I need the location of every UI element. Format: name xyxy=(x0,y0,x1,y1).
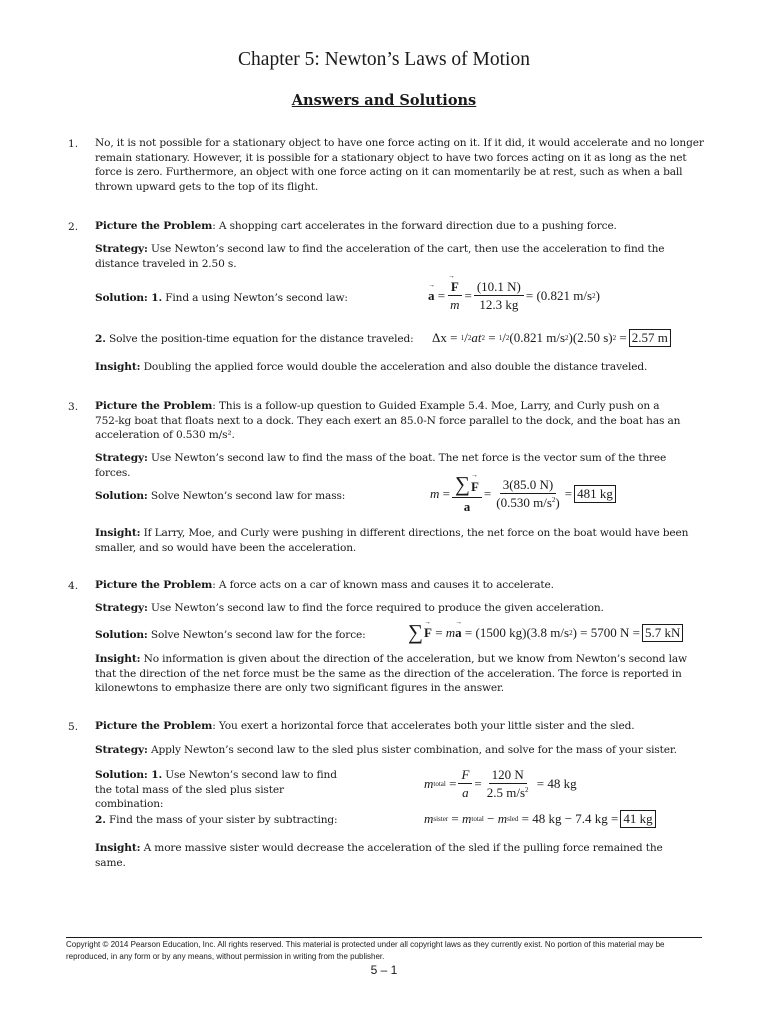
label: Insight: xyxy=(95,842,141,854)
item-number: 5. xyxy=(68,721,79,733)
item-number: 1. xyxy=(68,138,79,150)
text: Find the mass of your sister by subtracting: xyxy=(105,814,338,826)
answer-box: 2.57 m xyxy=(629,329,671,347)
q4-picture-problem xyxy=(95,578,695,593)
label: Solution: 1. xyxy=(95,769,162,781)
text: Solve Newton’s second law for mass: xyxy=(147,490,346,502)
q3-insight xyxy=(95,526,695,555)
page-title: Chapter 5: Newton’s Laws of Motion xyxy=(238,49,530,70)
q4-equation-force: ∑ F → = m a → = (1500 kg) (3.8 m/s 2 ) = 5700 N = 5.7 kN xyxy=(408,622,683,643)
text: Find a using Newton’s second law: xyxy=(162,292,348,304)
fraction: $\frac{\sum F \to}{a}$ → xyxy=(452,474,482,513)
fraction: $\frac{(10.1 N)}{12.3 kg}$ xyxy=(474,280,524,311)
label: Insight: xyxy=(95,361,141,373)
label: Picture the Problem xyxy=(95,720,213,732)
label: Strategy: xyxy=(95,452,148,464)
q2-picture-problem xyxy=(95,219,707,234)
footer-divider xyxy=(66,937,702,938)
item-number: 2. xyxy=(68,221,79,233)
label: Picture the Problem xyxy=(95,579,213,591)
text: Use Newton’s second law to find the total mass of the sled plus sister combination: xyxy=(95,769,337,811)
q4-solution xyxy=(95,628,395,643)
q3-equation-mass: m = $\frac{\sum F \to}{a}$ → = $\frac{3(85.0 N)}{(0.530 m/s^2)}$ = 481 kg xyxy=(430,474,616,513)
text: Use Newton’s second law to find the acceleration of the cart, then use the acceleration to find the distance traveled in 2.50 s. xyxy=(95,243,665,270)
text: A more massive sister would decrease the acceleration of the sled if the pulling force remained the same. xyxy=(95,842,663,869)
label: 2. xyxy=(95,333,106,345)
text: Solve Newton’s second law for the force: xyxy=(147,629,366,641)
vector-f: F → xyxy=(448,280,462,296)
answer-box: 481 kg xyxy=(574,485,616,503)
text: Solve the position-time equation for the distance traveled: xyxy=(105,333,414,345)
q3-picture-problem xyxy=(95,399,685,443)
q2-equation-distance: Δx = 1 / 2 at 2 = 1 / 2 (0.821 m/s 2 ) (2.50 s) 2 = 2.57 m xyxy=(432,329,671,347)
label: Insight: xyxy=(95,653,141,665)
fraction: $\frac{3(85.0 N)}{(0.530 m/s^2)}$ xyxy=(496,477,560,510)
label: Insight: xyxy=(95,527,141,539)
label: Picture the Problem xyxy=(95,220,213,232)
text: : You exert a horizontal force that accelerates both your little sister and the sled. xyxy=(212,720,635,732)
item-number: 3. xyxy=(68,401,79,413)
q5-solution-step1 xyxy=(95,768,355,812)
text: : A shopping cart accelerates in the forward direction due to a pushing force. xyxy=(212,220,617,232)
text: : A force acts on a car of known mass and causes it to accelerate. xyxy=(212,579,554,591)
q5-picture-problem xyxy=(95,719,695,734)
section-subtitle: Answers and Solutions xyxy=(291,92,477,109)
text: No information is given about the direction of the acceleration, but we know from Newton’s second law that the direction of the net force must be the same as the direction of the acceleration. The force is reported in kilonewtons to emphasize there are only two significant figures in the answer. xyxy=(95,653,687,695)
q2-solution-step2 xyxy=(95,332,415,347)
text: Use Newton’s second law to find the force required to produce the given acceleration. xyxy=(147,602,604,614)
label: Strategy: xyxy=(95,602,148,614)
q5-equation-total-mass: m total = $\frac{F}{a}$ = $\frac{120 N}{2.5 m/s^2}$ = 48 kg xyxy=(424,767,577,800)
label: Picture the Problem xyxy=(95,400,213,412)
label: Solution: 1. xyxy=(95,292,162,304)
q1-answer: No, it is not possible for a stationary object to have one force acting on it. If it did, it would accelerate and no longer remain stationary. However, it is possible for a stationary object to have two forces acting on it as long as the net force is zero. Furthermore, an object with one force acting on it can momentarily be at rest, such as when a ball thrown upward gets to the top of its flight. xyxy=(95,137,704,193)
q4-insight xyxy=(95,652,695,696)
text: Apply Newton’s second law to the sled plus sister combination, and solve for the mass of your sister. xyxy=(147,744,677,756)
q5-equation-sister-mass: m sister = m total − m sled = 48 kg − 7.4 kg = 41 kg xyxy=(424,810,656,828)
label: Strategy: xyxy=(95,744,148,756)
q5-strategy xyxy=(95,743,695,758)
label: Solution: xyxy=(95,490,148,502)
answer-box: 5.7 kN xyxy=(642,624,683,642)
item-number: 4. xyxy=(68,580,79,592)
fraction: $\frac{F \to}{m}$ xyxy=(447,280,462,311)
label: Solution: xyxy=(95,629,148,641)
text: If Larry, Moe, and Curly were pushing in different directions, the net force on the boat would have been smaller, and so would have been the acceleration. xyxy=(95,527,689,554)
fraction: $\frac{F}{a}$ xyxy=(458,768,472,799)
text: : This is a follow-up question to Guided Example 5.4. Moe, Larry, and Curly push on a 752-kg boat that floats next to a dock. They each exert an 85.0-N force parallel to the dock, and the boat has an acceleration of 0.530 m/s². xyxy=(95,400,681,442)
q3-solution xyxy=(95,489,395,504)
page-number: 5 – 1 xyxy=(370,963,398,977)
vector-a: a → xyxy=(428,288,435,304)
q2-solution-step1 xyxy=(95,291,395,306)
copyright-notice: Copyright © 2014 Pearson Education, Inc. All rights reserved. This material is protected under all copyright laws as they currently exist. No portion of this material may be reproduced, in any form or by any means, without permission in writing from the publisher. xyxy=(66,940,665,961)
q2-equation-acceleration: a → = $\frac{F \to}{m}$ = $\frac{(10.1 N)}{12.3 kg}$ = (0.821 m/s 2 ) xyxy=(428,280,600,311)
q2-strategy xyxy=(95,242,695,271)
q5-insight xyxy=(95,841,695,870)
label: 2. xyxy=(95,814,106,826)
text: Doubling the applied force would double the acceleration and also double the distance traveled. xyxy=(140,361,648,373)
q5-solution-step2 xyxy=(95,813,395,828)
q2-insight xyxy=(95,360,695,375)
fraction: $\frac{120 N}{2.5 m/s^2}$ xyxy=(486,767,529,800)
answer-box: 41 kg xyxy=(620,810,655,828)
text: Use Newton’s second law to find the mass of the boat. The net force is the vector sum of the three forces. xyxy=(95,452,667,479)
label: Strategy: xyxy=(95,243,148,255)
q4-strategy xyxy=(95,601,695,616)
